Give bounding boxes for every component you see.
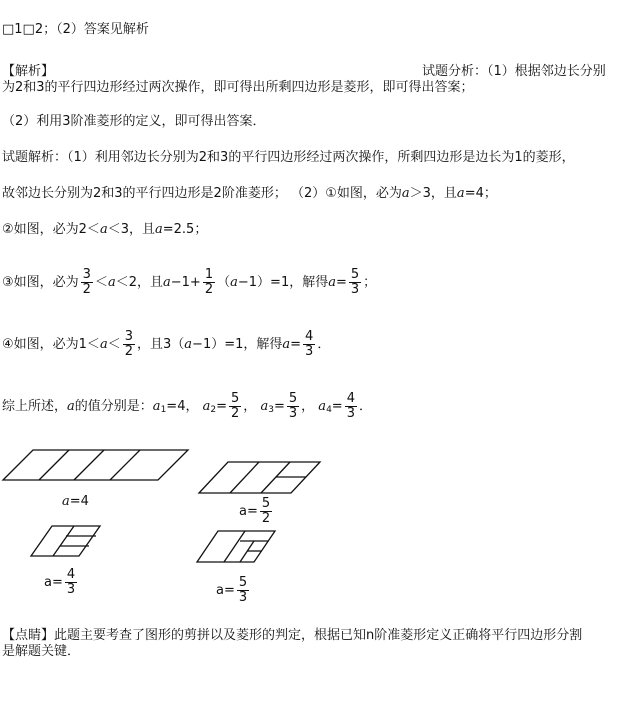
figure-label-prefix: a=	[239, 504, 258, 519]
fraction	[303, 330, 315, 359]
fraction	[260, 497, 272, 526]
solution-line-2-end: =4；	[464, 186, 497, 201]
figure-4-divider	[224, 531, 245, 562]
fraction-numerator: 3	[124, 329, 133, 344]
separator: ．	[358, 399, 372, 414]
fraction	[349, 268, 361, 297]
variable-a: a	[230, 275, 238, 290]
fraction	[203, 268, 215, 297]
variable-a: a	[260, 399, 269, 414]
case-4-mid: −1）=1，解得	[192, 337, 283, 352]
analysis-tag	[2, 64, 54, 80]
case-3-pre: ③如图，必为	[2, 275, 79, 290]
solution-line-1-text: 试题解析：（1）利用邻边长分别为2和3的平行四边形经过两次操作，所剩四边形是边长为1的菱形，	[2, 150, 575, 165]
fraction-denominator: 3	[66, 582, 76, 597]
answer-summary-line	[2, 22, 149, 38]
fraction-denominator: 3	[288, 406, 298, 421]
case-3-post: ；	[363, 275, 377, 290]
comment-line-1-text: 此题主要考查了图形的剪拼以及菱形的判定，根据已知n阶准菱形定义正确将平行四边形分割	[54, 628, 583, 643]
figure-4-parallelogram	[197, 531, 275, 562]
fraction-denominator: 2	[261, 511, 271, 526]
fraction	[65, 568, 77, 597]
solution-line-2-part: ＞3，且	[409, 186, 457, 201]
separator: ，	[243, 399, 257, 414]
variable-a: a	[67, 399, 75, 414]
analysis-tag-text: 【解析】	[2, 64, 55, 79]
variable-a: a	[99, 222, 108, 237]
fraction-numerator: 4	[346, 391, 355, 406]
fraction-numerator: 5	[288, 391, 298, 406]
fraction	[345, 392, 357, 421]
case-2-mid: ＜3，且	[107, 222, 155, 237]
case-3-lt: ＜	[94, 275, 108, 290]
analysis-line-1-cont-text: 为2和3的平行四边形经过两次操作，即可得出所剩四边形是菱形，即可得出答案；	[2, 80, 474, 95]
case-4-eq: =	[290, 337, 302, 352]
fraction-numerator: 5	[261, 496, 271, 511]
fraction	[237, 576, 249, 605]
fraction-numerator: 5	[238, 575, 248, 590]
case-4-pre: ④如图，必为1＜	[2, 337, 100, 352]
figure-1-parallelogram	[3, 450, 188, 480]
figure-3-divider	[53, 526, 74, 556]
analysis-line-2	[2, 114, 266, 130]
solution-line-1	[2, 150, 575, 166]
fraction-numerator: 4	[66, 567, 76, 582]
fraction-denominator: 2	[231, 406, 240, 421]
fraction-denominator: 2	[124, 344, 133, 359]
variable-a: a	[62, 494, 70, 509]
summary-value-1: =4，	[166, 399, 199, 414]
variable-a: a	[152, 399, 161, 414]
case-4-lt: ＜	[107, 337, 121, 352]
variable-a: a	[202, 399, 211, 414]
summary-mid: 的值分别是：	[74, 399, 153, 414]
figure-1-divider	[74, 450, 104, 480]
fraction	[229, 392, 241, 421]
variable-a: a	[401, 186, 410, 201]
case-3-line	[2, 264, 376, 302]
equals: =	[273, 399, 285, 414]
fraction-denominator: 3	[350, 282, 360, 297]
figure-4-label	[216, 576, 251, 605]
fraction-numerator: 5	[231, 391, 240, 406]
fraction	[123, 330, 135, 359]
summary-line	[2, 388, 372, 429]
fraction-denominator: 2	[204, 282, 214, 297]
figure-1-divider	[39, 450, 69, 480]
fraction-denominator: 3	[346, 406, 355, 421]
figure-3-parallelogram	[31, 526, 100, 556]
figure-2-label	[239, 497, 274, 526]
comment-line-2-text: 是解题关键．	[2, 644, 81, 659]
subscript: 2	[210, 405, 217, 415]
case-4-post: ．	[317, 337, 331, 352]
subscript: 3	[268, 405, 274, 415]
comment-line-1	[2, 628, 582, 644]
fraction	[81, 268, 93, 297]
fraction-denominator: 3	[305, 344, 314, 359]
comment-tag: 【点睛】	[2, 628, 55, 643]
case-4-mid: ，且3（	[137, 337, 185, 352]
variable-a: a	[163, 275, 171, 290]
fraction	[287, 392, 299, 421]
fraction-numerator: 5	[350, 267, 360, 282]
variable-a: a	[99, 337, 108, 352]
analysis-line-1-cont	[2, 80, 474, 96]
summary-pre: 综上所述，	[2, 399, 68, 414]
case-3-mid: ＜2，且	[115, 275, 163, 290]
fraction-denominator: 2	[82, 282, 91, 297]
case-3-mid: −1）=1，解得	[237, 275, 329, 290]
variable-a: a	[456, 186, 465, 201]
variable-a: a	[154, 222, 163, 237]
answer-summary-text: □1□2；（2）答案见解析	[2, 22, 149, 37]
fraction-numerator: 4	[305, 329, 314, 344]
solution-line-2-text: 故邻边长分别为2和3的平行四边形是2阶准菱形； （2）①如图，必为	[2, 186, 402, 201]
equals: =	[216, 399, 228, 414]
figure-3-label	[44, 568, 79, 597]
analysis-line-2-text: （2）利用3阶准菱形的定义，即可得出答案．	[2, 114, 266, 129]
case-3-paren: （	[217, 275, 231, 290]
figure-2-divider	[230, 462, 259, 493]
case-2-pre: ②如图，必为2＜	[2, 222, 100, 237]
case-2-line	[2, 222, 207, 238]
variable-a: a	[107, 275, 116, 290]
separator: ，	[301, 399, 315, 414]
figure-label-prefix: a=	[44, 575, 63, 590]
fraction-denominator: 3	[238, 590, 248, 605]
case-2-post: =2.5；	[162, 222, 208, 237]
solution-line-2	[2, 186, 497, 202]
figure-1-label-value: =4	[69, 494, 89, 509]
analysis-line-1-right	[422, 64, 606, 80]
figure-1-divider	[110, 450, 140, 480]
variable-a: a	[318, 399, 327, 414]
case-3-mid: −1+	[170, 275, 201, 290]
case-3-eq: =	[335, 275, 347, 290]
variable-a: a	[184, 337, 193, 352]
equals: =	[331, 399, 343, 414]
variable-a: a	[282, 337, 291, 352]
fraction-numerator: 1	[204, 267, 214, 282]
variable-a: a	[328, 275, 336, 290]
parallelogram-figures	[0, 440, 630, 610]
comment-line-2	[2, 644, 80, 660]
subscript: 1	[160, 405, 167, 415]
figure-1-label	[62, 494, 89, 509]
figure-label-prefix: a=	[216, 583, 235, 598]
fraction-numerator: 3	[82, 267, 91, 282]
case-4-line	[2, 326, 330, 364]
analysis-line-1-right-text: 试题分析：（1）根据邻边长分别	[422, 64, 606, 79]
subscript: 4	[326, 405, 332, 415]
